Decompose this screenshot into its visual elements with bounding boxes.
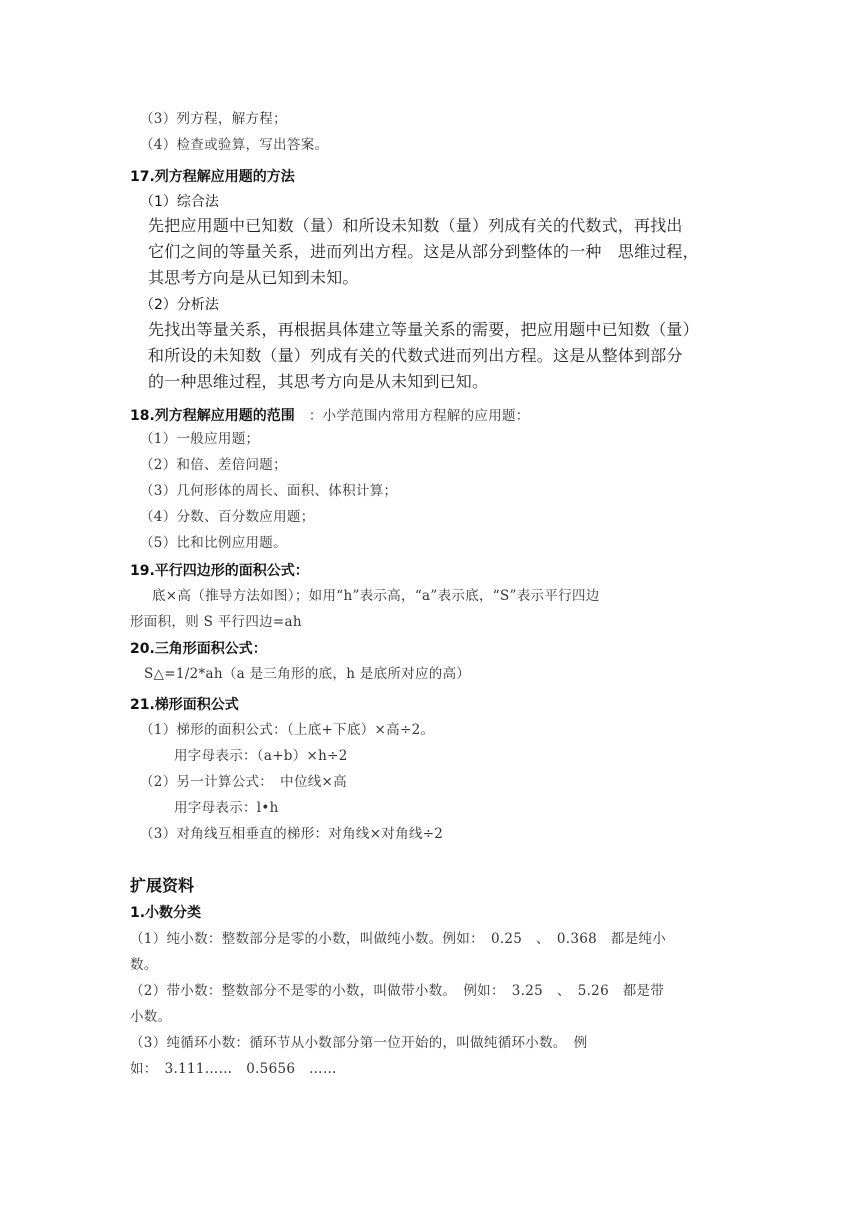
extension-title: 扩展资料 xyxy=(130,876,195,895)
mixed-decimal-line-1: （2）带小数：整数部分不是零的小数，叫做带小数。 例如： 3.25 、 5.26 都是带 xyxy=(130,983,665,999)
section-18-heading: 18.列方程解应用题的范围 xyxy=(130,408,295,424)
trapezoid-formula-3: （3）对角线互相垂直的梯形：对角线×对角线÷2 xyxy=(140,826,444,842)
method-1-line-1: 先把应用题中已知数（量）和所设未知数（量）列成有关的代数式，再找出 xyxy=(148,216,683,235)
step-3-text: （3）列方程，解方程； xyxy=(140,111,287,127)
method-2-title: （2）分析法 xyxy=(140,297,219,313)
trapezoid-formula-2-letters: 用字母表示：l•h xyxy=(174,800,279,816)
section-20-heading: 20.三角形面积公式： xyxy=(130,641,267,657)
method-2-line-3: 的一种思维过程，其思考方向是从未知到已知。 xyxy=(148,372,489,391)
section-17-heading: 17.列方程解应用题的方法 xyxy=(130,169,295,185)
repeating-decimal-line-1: （3）纯循环小数：循环节从小数部分第一位开始的，叫做纯循环小数。 例 xyxy=(130,1035,588,1051)
scope-item-5: （5）比和比例应用题。 xyxy=(140,535,287,551)
method-1-line-3: 其思考方向是从已知到未知。 xyxy=(148,268,359,287)
scope-item-1: （1）一般应用题； xyxy=(140,431,260,447)
section-18-heading-row xyxy=(130,407,530,424)
mixed-decimal-line-2: 小数。 xyxy=(130,1009,172,1025)
scope-item-2: （2）和倍、差倍问题； xyxy=(140,457,287,473)
method-2-line-1: 先找出等量关系，再根据具体建立等量关系的需要，把应用题中已知数（量） xyxy=(148,320,699,339)
pure-decimal-line-1: （1）纯小数：整数部分是零的小数，叫做纯小数。例如： 0.25 、 0.368 都是纯小 xyxy=(130,931,666,947)
step-4-text: （4）检查或验算，写出答案。 xyxy=(140,137,329,153)
section-21-heading: 21.梯形面积公式 xyxy=(130,697,239,713)
method-2-line-2: 和所设的未知数（量）列成有关的代数式进而列出方程。这是从整体到部分 xyxy=(148,346,683,365)
pure-decimal-line-2: 数。 xyxy=(130,957,158,973)
triangle-formula: S△=1/2*ah（a 是三角形的底，h 是底所对应的高） xyxy=(144,666,471,682)
trapezoid-formula-1: （1）梯形的面积公式：（上底+下底）×高÷2。 xyxy=(140,722,435,738)
section-19-heading: 19.平行四边形的面积公式： xyxy=(130,563,309,579)
section-18-heading-tail: ：小学范围内常用方程解的应用题： xyxy=(308,408,530,424)
parallelogram-line-2: 形面积，则 S 平行四边=ah xyxy=(130,614,302,630)
scope-item-4: （4）分数、百分数应用题； xyxy=(140,509,315,525)
trapezoid-formula-2: （2）另一计算公式： 中位线×高 xyxy=(140,774,347,790)
repeating-decimal-line-2: 如： 3.111…… 0.5656 …… xyxy=(130,1061,337,1077)
method-1-title: （1）综合法 xyxy=(140,194,219,210)
scope-item-3: （3）几何形体的周长、面积、体积计算； xyxy=(140,483,398,499)
method-1-line-2: 它们之间的等量关系，进而列出方程。这是从部分到整体的一种 思维过程， xyxy=(148,242,699,261)
parallelogram-line-1: 底×高（推导方法如图）；如用“h”表示高，“a”表示底，“S”表示平行四边 xyxy=(152,588,600,604)
trapezoid-formula-1-letters: 用字母表示：（a+b）×h÷2 xyxy=(174,748,348,764)
extension-heading: 1.小数分类 xyxy=(130,905,202,921)
